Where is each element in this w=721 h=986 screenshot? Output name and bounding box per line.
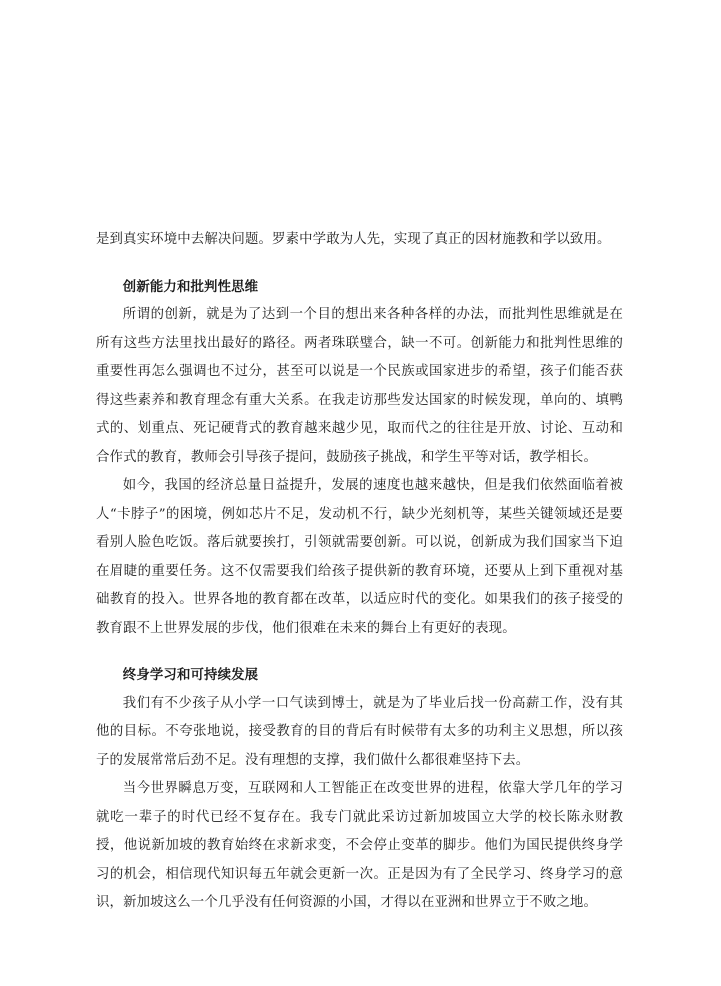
body-text	[96, 226, 623, 918]
section-heading-innovation: 创新能力和批判性思维	[122, 278, 259, 295]
paragraph: 如今，我国的经济总量日益提升，发展的速度也越来越快，但是我们依然面临着被人“卡脖子”的困境，例如芯片不足，发动机不行，缺少光刻机等，某些关键领域还是要看别人脸色吃饭。落后就要挨打，引领就需要创新。可以说，创新成为我们国家当下迫在眉睫的重要任务。这不仅需要我们给孩子提供新的教育环境，还要从上到下重视对基础教育的投入。世界各地的教育都在改革，以适应时代的变化。如果我们的孩子接受的教育跟不上世界发展的步伐，他们很难在未来的舞台上有更好的表现。	[96, 478, 623, 636]
intro-paragraph-tail: 是到真实环境中去解决问题。罗素中学敢为人先，实现了真正的因材施教和学以致用。	[96, 232, 611, 247]
paragraph: 我们有不少孩子从小学一口气读到博士，就是为了毕业后找一份高薪工作，没有其他的目标。不夸张地说，接受教育的目的背后有时候带有太多的功利主义思想，所以孩子的发展常常后劲不足。没有理想的支撑，我们做什么都很难坚持下去。	[96, 695, 623, 768]
paragraph: 当今世界瞬息万变，互联网和人工智能正在改变世界的进程，依靠大学几年的学习就吃一辈子的时代已经不复存在。我专门就此采访过新加坡国立大学的校长陈永财教授，他说新加坡的教育始终在求新求变，不会停止变革的脚步。他们为国民提供终身学习的机会，相信现代知识每五年就会更新一次。正是因为有了全民学习、终身学习的意识，新加坡这么一个几乎没有任何资源的小国，才得以在亚洲和世界立于不败之地。	[96, 781, 623, 910]
section-heading-lifelong-learning: 终身学习和可持续发展	[122, 667, 259, 683]
paragraph: 所谓的创新，就是为了达到一个目的想出来各种各样的办法，而批判性思维就是在所有这些方法里找出最好的路径。两者珠联璧合，缺一不可。创新能力和批判性思维的重要性再怎么强调也不过分，甚至可以说是一个民族或国家进步的希望，孩子们能否获得这些素养和教育理念有重大关系。在我走访那些发达国家的时候发现，单向的、填鸭式的、划重点、死记硬背式的教育越来越少见，取而代之的往往是开放、讨论、互动和合作式的教育，教师会引导孩子提问，鼓励孩子挑战，和学生平等对话，教学相长。	[96, 307, 623, 465]
